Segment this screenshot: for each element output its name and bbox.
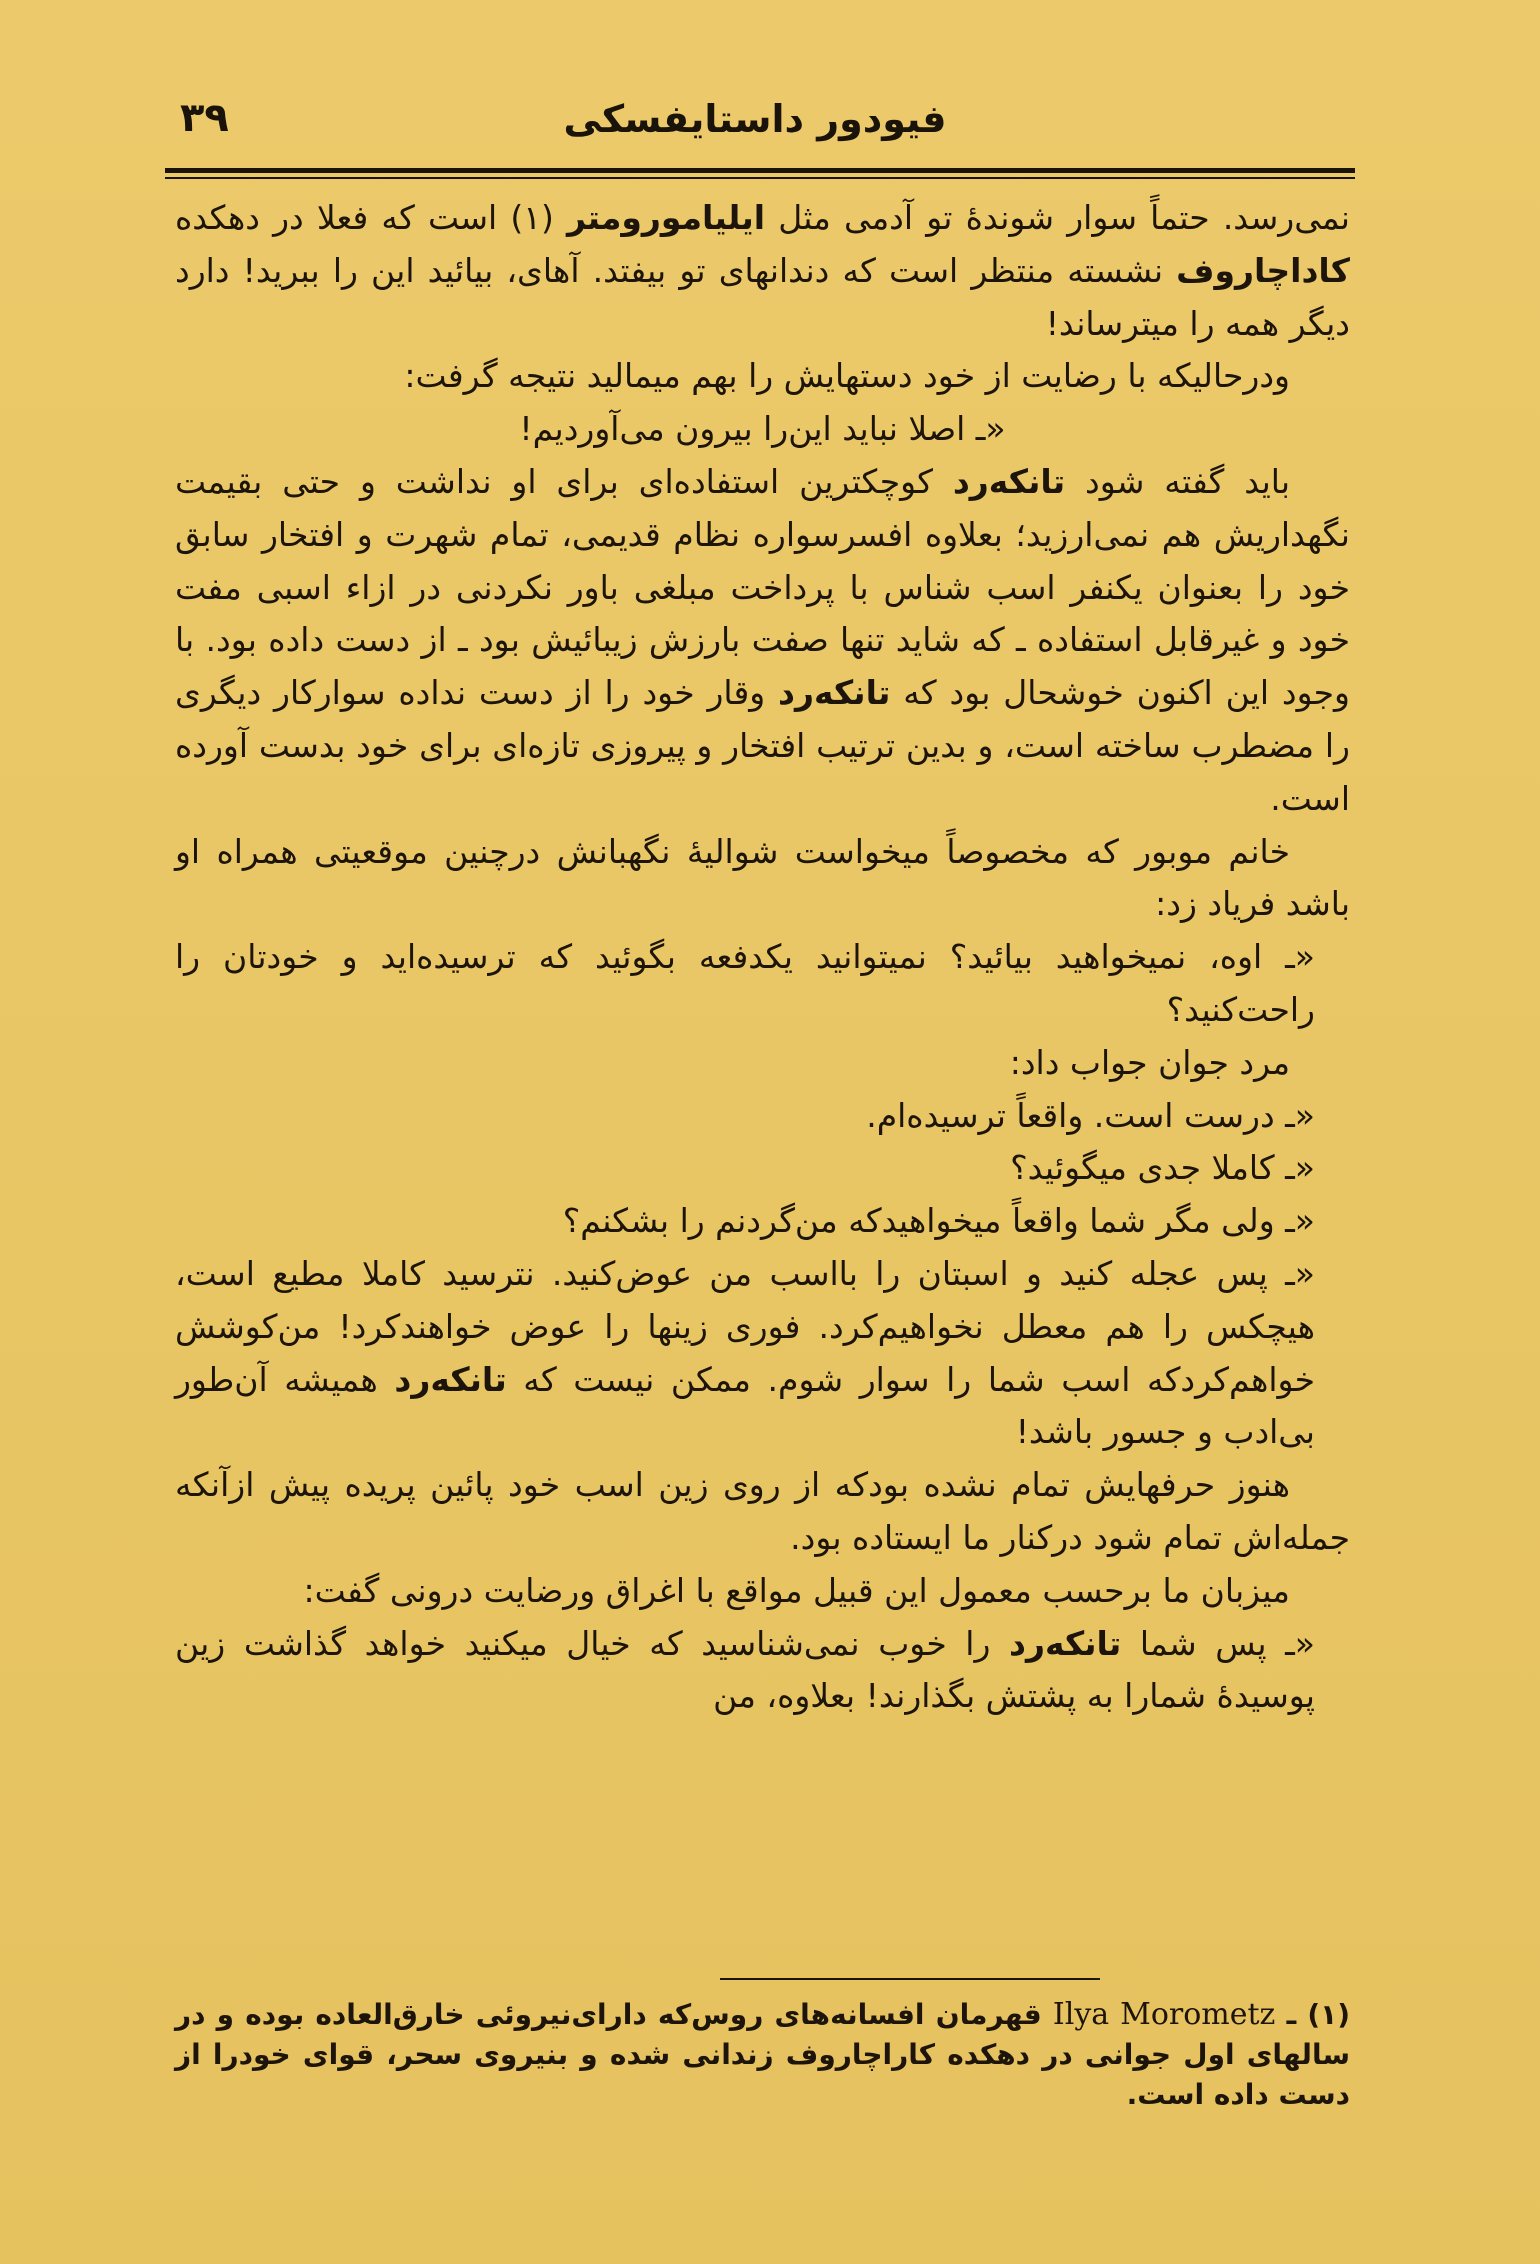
- paragraph-3: «ـ اصلا نباید این‌را بیرون می‌آوردیم!: [519, 409, 1006, 449]
- page-header: [150, 95, 1360, 165]
- footnote-1: [175, 1995, 1350, 2115]
- body-text: [175, 192, 1350, 1723]
- paragraph-5: خانم موبور که مخصوصاً میخواست شوالیهٔ نگهبانش درچنین موقعیتی همراه او باشد فریاد زد:: [175, 831, 1350, 924]
- paragraph-14: «ـ پس شما تانکه‌رد را خوب نمی‌شناسید که خیال میکنید خواهد گذاشت زین پوسیدهٔ شمارا به پشتش بگذارند! بعلاوه، من: [175, 1623, 1315, 1716]
- page-number: ۳۹: [180, 95, 229, 141]
- paragraph-10: «ـ ولی مگر شما واقعاً میخواهیدکه من‌گردنم را بشکنم؟: [562, 1201, 1315, 1241]
- name-tancred: تانکه‌رد: [394, 1359, 507, 1399]
- paragraph-12: هنوز حرفهایش تمام نشده بودکه از روی زین اسب خود پائین پریده پیش ازآنکه جمله‌اش تمام شود درکنار ما ایستاده بود.: [175, 1465, 1350, 1557]
- footnote: [175, 1995, 1350, 2115]
- name-karachariv: کاداچاروف: [1176, 250, 1350, 290]
- name-ilya-morometz: ایلیامورومتر: [566, 198, 766, 237]
- name-tancred: تانکه‌رد: [778, 673, 891, 713]
- header-rule-thick: [165, 168, 1355, 173]
- footnote-latin-name: Ilya Morometz: [1052, 1997, 1276, 2032]
- paragraph-8: «ـ درست است. واقعاً ترسیده‌ام.: [866, 1095, 1315, 1135]
- paragraph-1: نمی‌رسد. حتماً سوار شوندهٔ تو آدمی مثل ایلیامورومتر (۱) است که فعلا در دهکده کاداچاروف نشسته منتظر است که دندانهای تو بیفتد. آهای، بیائید این را ببرید! دارد دیگر همه را میترساند!: [175, 198, 1350, 343]
- footnote-text: قهرمان افسانه‌های روس‌که دارای‌نیروئی خارق‌العاده بوده و در سالهای اول جوانی در دهکده کاراچاروف زندانی شده و بنیروی سحر، قوای خودرا از دست داده است.: [175, 1998, 1350, 2111]
- paragraph-9: «ـ کاملا جدی میگوئید؟: [1010, 1148, 1315, 1188]
- header-rule-thin: [165, 177, 1355, 179]
- paragraph-13: میزبان ما برحسب معمول این قبیل مواقع با اغراق ورضایت درونی گفت:: [303, 1570, 1290, 1610]
- running-title: فیودور داستایفسکی: [563, 97, 947, 141]
- paragraph-11: «ـ پس عجله کنید و اسبتان را بااسب من عوض‌کنید. نترسید کاملا مطیع است، هیچکس را هم معطل نخواهیم‌کرد. فوری زینها را عوض خواهندکرد! من‌کوشش خواهم‌کردکه اسب شما را سوار شوم. ممکن نیست که تانکه‌رد همیشه آن‌طور بی‌ادب و جسور باشد!: [175, 1253, 1316, 1452]
- paragraph-6: «ـ اوه، نمیخواهید بیائید؟ نمیتوانید یکدفعه بگوئید که ترسیده‌اید و خودتان را راحت‌کنید؟: [175, 937, 1315, 1029]
- name-tancred: تانکه‌رد: [952, 461, 1066, 501]
- footnote-rule: [720, 1978, 1100, 1980]
- name-tancred: تانکه‌رد: [1009, 1623, 1122, 1663]
- paragraph-7: مرد جوان جواب داد:: [1009, 1042, 1290, 1082]
- footnote-marker: (۱) ـ: [1286, 1998, 1351, 2031]
- paragraph-4: باید گفته شود تانکه‌رد کوچکترین استفاده‌ای برای او نداشت و حتی بقیمت نگهداریش هم نمی‌ارزید؛ بعلاوه افسرسواره نظام قدیمی، تمام شهرت و افتخار سابق خود را بعنوان یکنفر اسب شناس با پرداخت مبلغی باور نکردنی در ازاء اسبی مفت خود و غیرقابل استفاده ـ که شاید تنها صفت بارزش زیبائیش بود ـ از دست داده بود. با وجود این اکنون خوشحال بود که تانکه‌رد وقار خود را از دست نداده سوارکار دیگری را مضطرب ساخته است، و بدین ترتیب افتخار و پیروزی تازه‌ای برای خود بدست آورده است.: [175, 461, 1350, 818]
- paragraph-2: ودرحالیکه با رضایت از خود دستهایش را بهم میمالید نتیجه گرفت:: [404, 356, 1290, 396]
